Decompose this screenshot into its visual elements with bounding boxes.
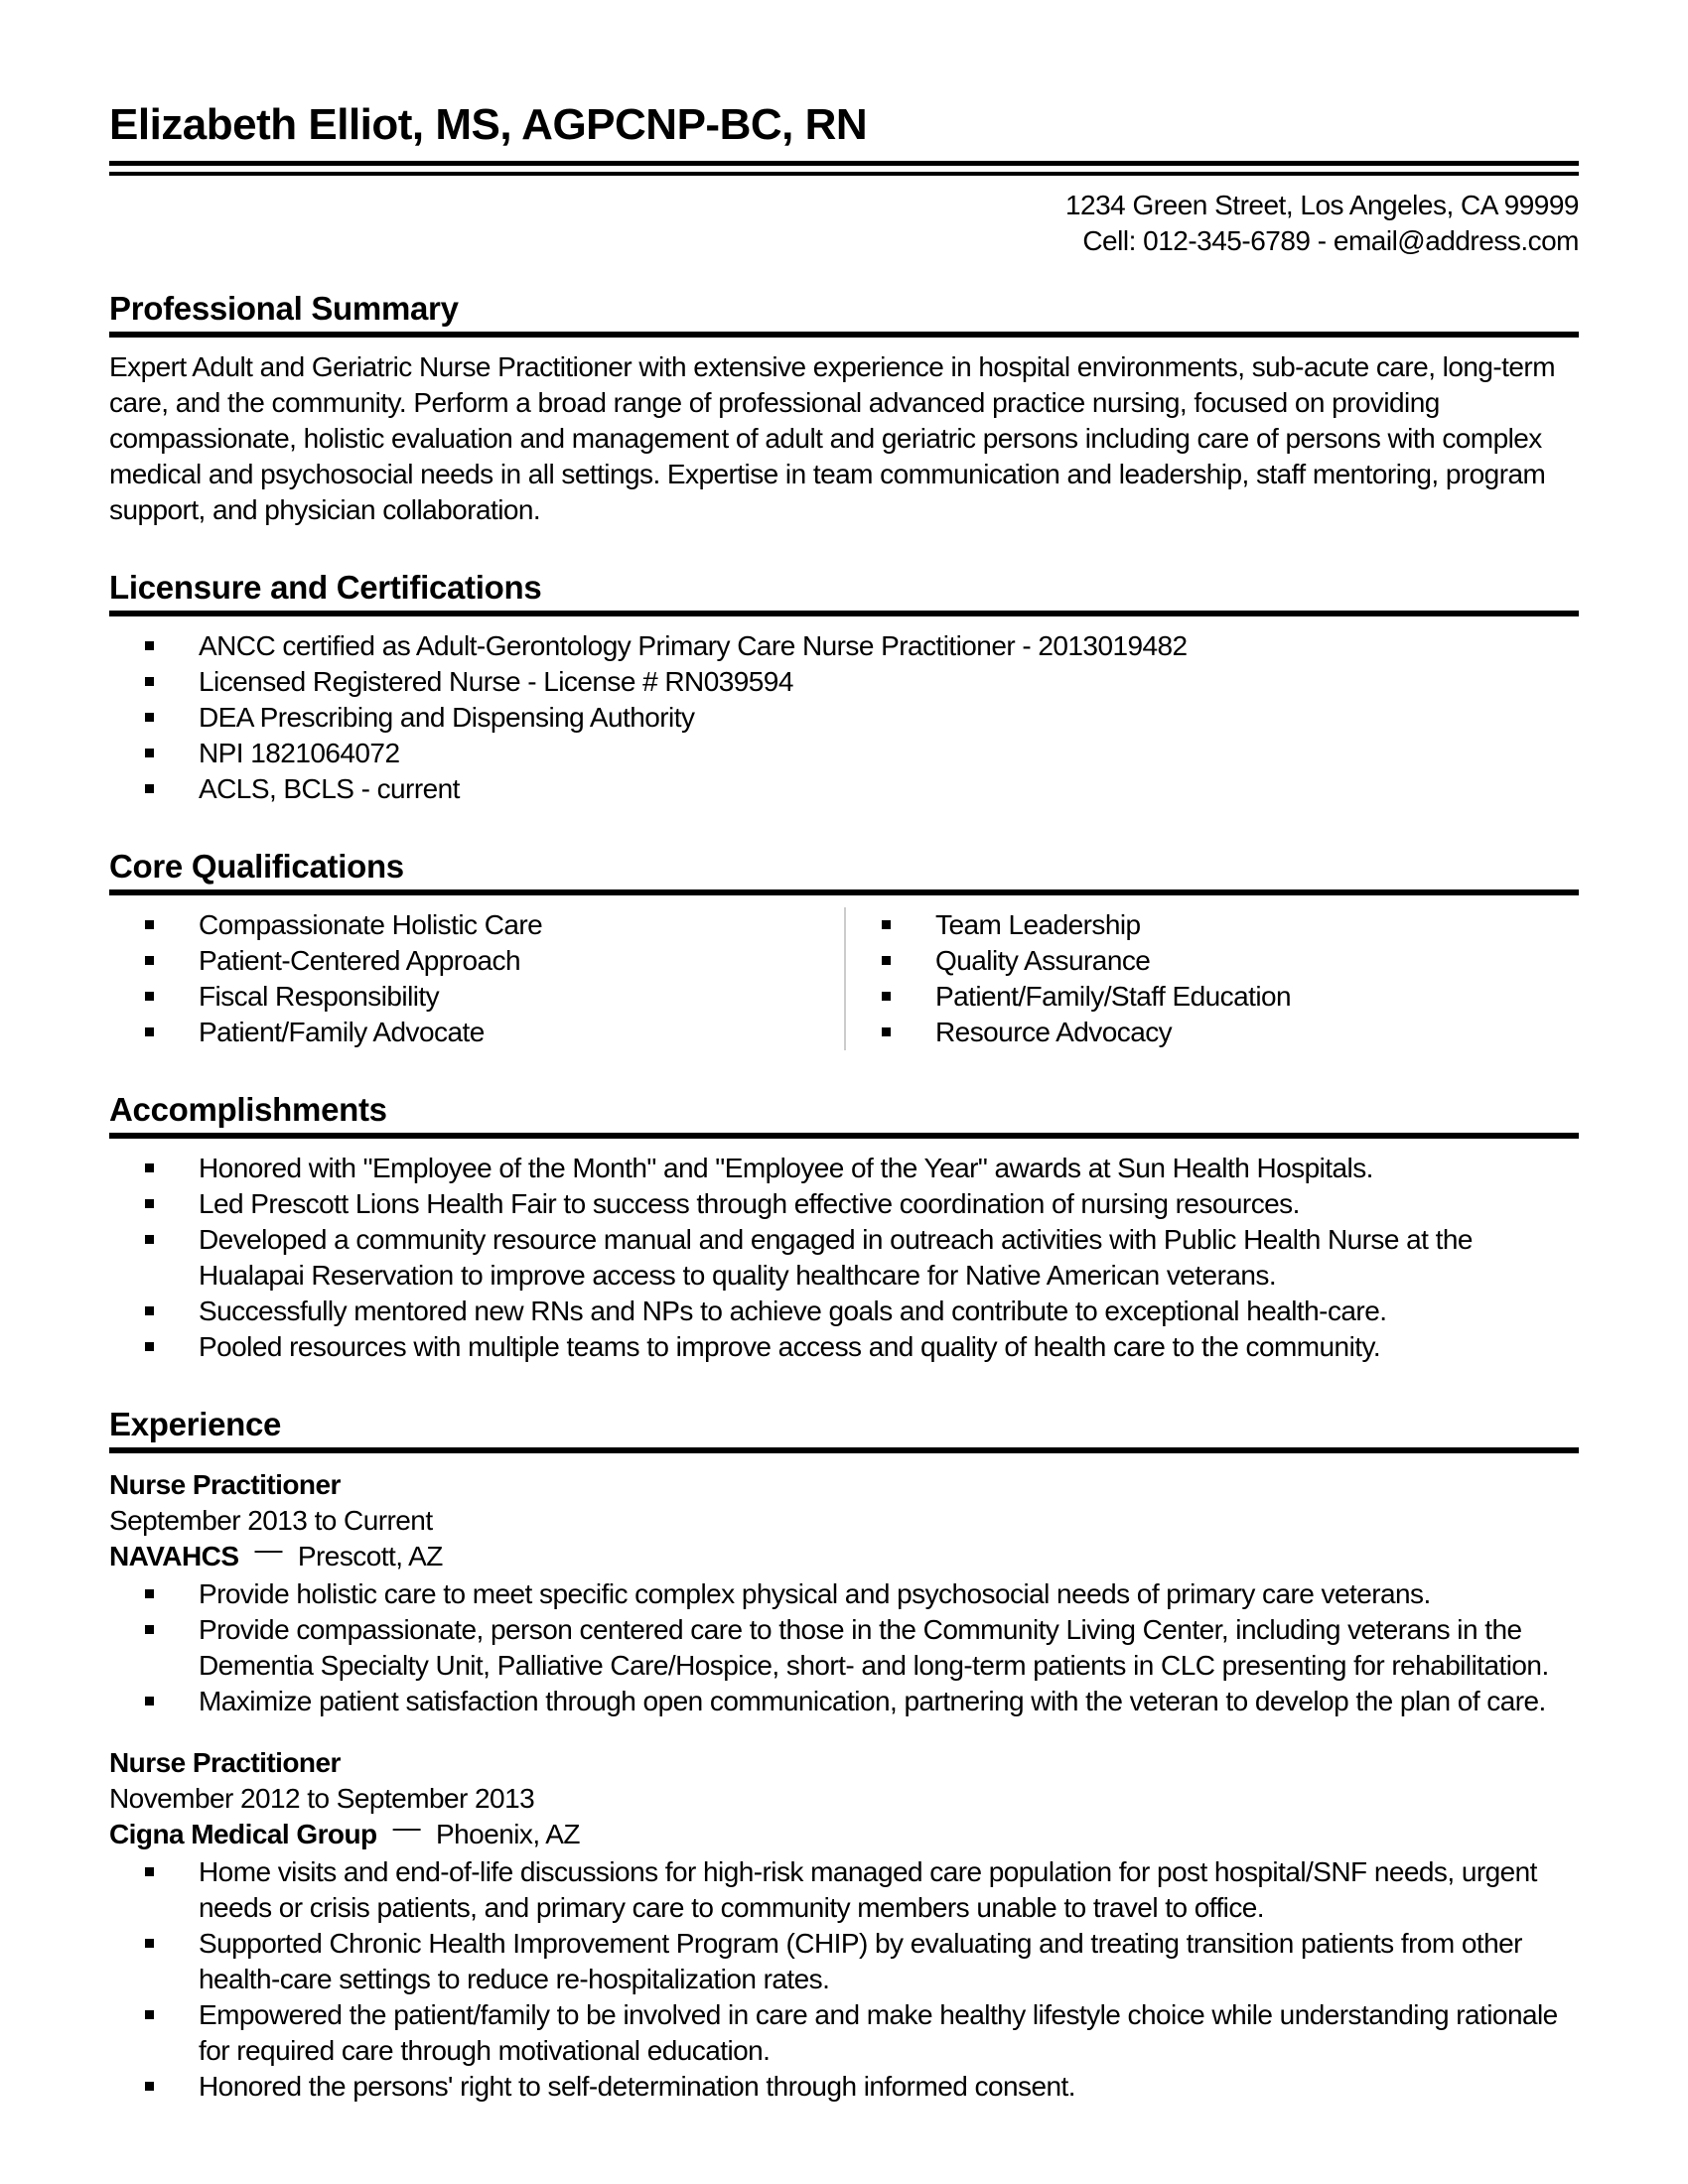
section-professional-summary xyxy=(109,289,1579,528)
list-item: Patient/Family/Staff Education xyxy=(846,979,1579,1015)
section-title-professional-summary: Professional Summary xyxy=(109,289,1579,338)
section-title-core-qualifications: Core Qualifications xyxy=(109,847,1579,895)
section-title-licensure: Licensure and Certifications xyxy=(109,568,1579,616)
job-title: Nurse Practitioner xyxy=(109,1747,341,1778)
list-item: Developed a community resource manual and engaged in outreach activities with Public Health Nurse at the Hualapai Reservation to improve access to quality healthcare for Native American veterans. xyxy=(109,1222,1579,1294)
section-accomplishments xyxy=(109,1090,1579,1365)
company-location-dash: — xyxy=(392,1812,421,1843)
qualifications-left-column xyxy=(109,907,844,1050)
list-item: Provide compassionate, person centered care to those in the Community Living Center, including veterans in the Dementia Specialty Unit, Palliative Care/Hospice, short- and long-term patients in CLC presenting for rehabilitation. xyxy=(109,1612,1579,1684)
list-item: Team Leadership xyxy=(846,907,1579,943)
job-title: Nurse Practitioner xyxy=(109,1469,341,1500)
list-item: Home visits and end-of-life discussions for high-risk managed care population for post hospital/SNF needs, urgent needs or crisis patients, and primary care to community members unable to travel to office. xyxy=(109,1854,1579,1926)
list-item: Empowered the patient/family to be involved in care and make healthy lifestyle choice while understanding rationale for required care through motivational education. xyxy=(109,1997,1579,2069)
list-item: Honored with "Employee of the Month" and "Employee of the Year" awards at Sun Health Hospitals. xyxy=(109,1151,1579,1186)
job-company-location xyxy=(109,1534,1579,1574)
list-item: Maximize patient satisfaction through open communication, partnering with the veteran to develop the plan of care. xyxy=(109,1684,1579,1719)
job-company: Cigna Medical Group xyxy=(109,1819,377,1849)
job-bullet-list xyxy=(109,1854,1579,2105)
job-dates: November 2012 to September 2013 xyxy=(109,1783,535,1814)
contact-block xyxy=(109,188,1579,259)
licensure-list xyxy=(109,628,1579,807)
list-item: Patient-Centered Approach xyxy=(109,943,844,979)
name-divider xyxy=(109,161,1579,176)
list-item: Led Prescott Lions Health Fair to success through effective coordination of nursing resources. xyxy=(109,1186,1579,1222)
list-item: Pooled resources with multiple teams to improve access and quality of health care to the community. xyxy=(109,1329,1579,1365)
job-dates: September 2013 to Current xyxy=(109,1505,433,1536)
section-licensure-certifications xyxy=(109,568,1579,807)
resume-name: Elizabeth Elliot, MS, AGPCNP-BC, RN xyxy=(109,100,868,149)
section-experience xyxy=(109,1405,1579,2105)
list-item: Provide holistic care to meet specific complex physical and psychosocial needs of primary care veterans. xyxy=(109,1576,1579,1612)
qualifications-right-column xyxy=(844,907,1579,1050)
list-item: NPI 1821064072 xyxy=(109,736,1579,771)
job-location: Phoenix, AZ xyxy=(436,1819,580,1849)
list-item: Honored the persons' right to self-determination through informed consent. xyxy=(109,2069,1579,2105)
list-item: Resource Advocacy xyxy=(846,1015,1579,1050)
list-item: Supported Chronic Health Improvement Program (CHIP) by evaluating and treating transition patients from other health-care settings to reduce re-hospitalization rates. xyxy=(109,1926,1579,1997)
list-item: Successfully mentored new RNs and NPs to achieve goals and contribute to exceptional health-care. xyxy=(109,1294,1579,1329)
job-entry-cigna xyxy=(109,1745,1579,2105)
job-company-location xyxy=(109,1812,1579,1852)
qualifications-columns xyxy=(109,907,1579,1050)
section-title-experience: Experience xyxy=(109,1405,1579,1453)
list-item: Compassionate Holistic Care xyxy=(109,907,844,943)
section-core-qualifications xyxy=(109,847,1579,1050)
list-item: ANCC certified as Adult-Gerontology Primary Care Nurse Practitioner - 2013019482 xyxy=(109,628,1579,664)
job-location: Prescott, AZ xyxy=(297,1541,443,1571)
summary-text: Expert Adult and Geriatric Nurse Practitioner with extensive experience in hospital environments, sub-acute care, long-term care, and the community. Perform a broad range of professional advanced practice nursing, focused on providing compassionate, holistic evaluation and management of adult and geriatric persons including care of persons with complex medical and psychosocial needs in all settings. Expertise in team communication and leadership, staff mentoring, program support, and physician collaboration. xyxy=(109,351,1555,525)
company-location-dash: — xyxy=(254,1534,282,1565)
contact-address: 1234 Green Street, Los Angeles, CA 99999 xyxy=(1064,190,1579,220)
list-item: ACLS, BCLS - current xyxy=(109,771,1579,807)
list-item: Quality Assurance xyxy=(846,943,1579,979)
list-item: Patient/Family Advocate xyxy=(109,1015,844,1050)
list-item: Licensed Registered Nurse - License # RN039594 xyxy=(109,664,1579,700)
job-company: NAVAHCS xyxy=(109,1541,239,1571)
job-entry-navahcs xyxy=(109,1467,1579,1719)
accomplishments-list xyxy=(109,1151,1579,1365)
list-item: Fiscal Responsibility xyxy=(109,979,844,1015)
contact-phone-email: Cell: 012-345-6789 - email@address.com xyxy=(1082,225,1579,256)
list-item: DEA Prescribing and Dispensing Authority xyxy=(109,700,1579,736)
section-title-accomplishments: Accomplishments xyxy=(109,1090,1579,1139)
job-bullet-list xyxy=(109,1576,1579,1719)
